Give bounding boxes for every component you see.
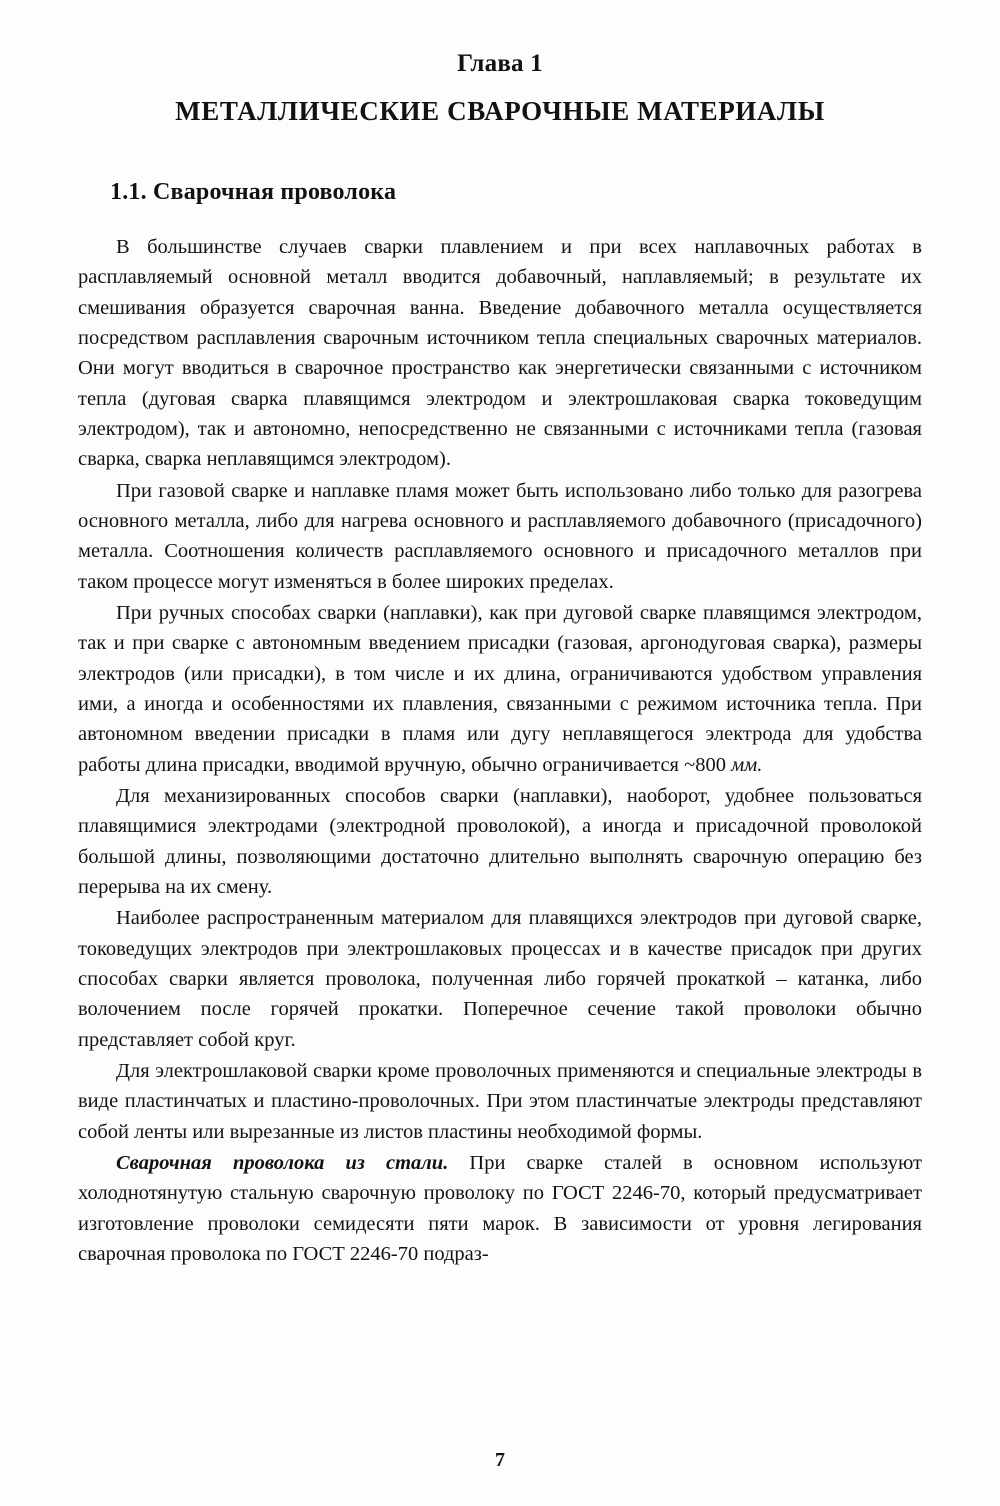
paragraph-text: При сварке сталей в основном используют холоднотянутую стальную сварочную проволоку по ГОСТ 2246-70, который предусматривает изготовление проволоки семидесяти пяти марок. В зависимости от уровня легирования сварочная проволока по ГОСТ 2246-70 подраз- (78, 1151, 922, 1265)
body-text (78, 232, 922, 1269)
paragraph: Для механизированных способов сварки (наплавки), наоборот, удобнее пользоваться плавящимися электродами (электродной проволокой), а иногда и присадочной проволокой большой длины, позволяющими достаточно длительно выполнять сварочную операцию без перерыва на их смену. (78, 784, 922, 898)
paragraph: При газовой сварке и наплавке пламя может быть использовано либо только для разогрева основного металла, либо для нагрева основного и расплавляемого добавочного (присадочного) металла. Соотношения количеств расплавляемого основного и присадочного металлов при таком процессе могут изменяться в более широких пределах. (78, 479, 922, 593)
paragraph-with-run-in-heading (78, 1148, 922, 1269)
paragraph (78, 598, 922, 780)
chapter-title: МЕТАЛЛИЧЕСКИЕ СВАРОЧНЫЕ МАТЕРИАЛЫ (175, 96, 825, 126)
measure-unit: мм. (731, 753, 763, 776)
run-in-heading: Сварочная проволока из стали. (116, 1151, 449, 1174)
paragraph: В большинстве случаев сварки плавлением и при всех наплавочных работах в расплавляемый основной металл вводится добавочный, наплавляемый; в результате их смешивания образуется сварочная ванна. Введение добавочного металла осуществляется посредством расплавления сварочным источником тепла специальных сварочных материалов. Они могут вводиться в сварочное пространство как энергетически связанными с источником тепла (дуговая сварка плавящимся электродом и электрошлаковая сварка токоведущим электродом), так и автономно, непосредственно не связанными с источниками тепла (газовая сварка, сварка неплавящимся электродом). (78, 236, 922, 471)
page-number: 7 (495, 1449, 505, 1471)
section-title: 1.1. Сварочная проволока (110, 179, 397, 205)
paragraph: Для электрошлаковой сварки кроме проволочных применяются и специальные электроды в виде пластинчатых и пластино-проволочных. При этом пластинчатые электроды представляют собой ленты или вырезанные из листов пластины необходимой формы. (78, 1059, 922, 1143)
paragraph-text: При ручных способах сварки (наплавки), как при дуговой сварке плавящимся электродом, так и при сварке с автономным введением присадки (газовая, аргонодуговая сварка), размеры электродов (или присадки), в том числе и их длина, ограничиваются удобством управления ими, а иногда и особенностями их плавления, связанными с режимом источника тепла. При автономном введении присадки в пламя или дугу неплавящегося электрода для удобства работы длина присадки, вводимой вручную, обычно ограничивается ~800 (78, 601, 922, 776)
paragraph: Наиболее распространенным материалом для плавящихся электродов при дуговой сварке, токоведущих электродов при электрошлаковых процессах и в качестве присадок при других способах сварки является проволока, полученная либо горячей прокаткой – катанка, либо волочением после горячей прокатки. Поперечное сечение такой проволоки обычно представляет собой круг. (78, 907, 922, 1051)
chapter-label: Глава 1 (457, 50, 543, 77)
